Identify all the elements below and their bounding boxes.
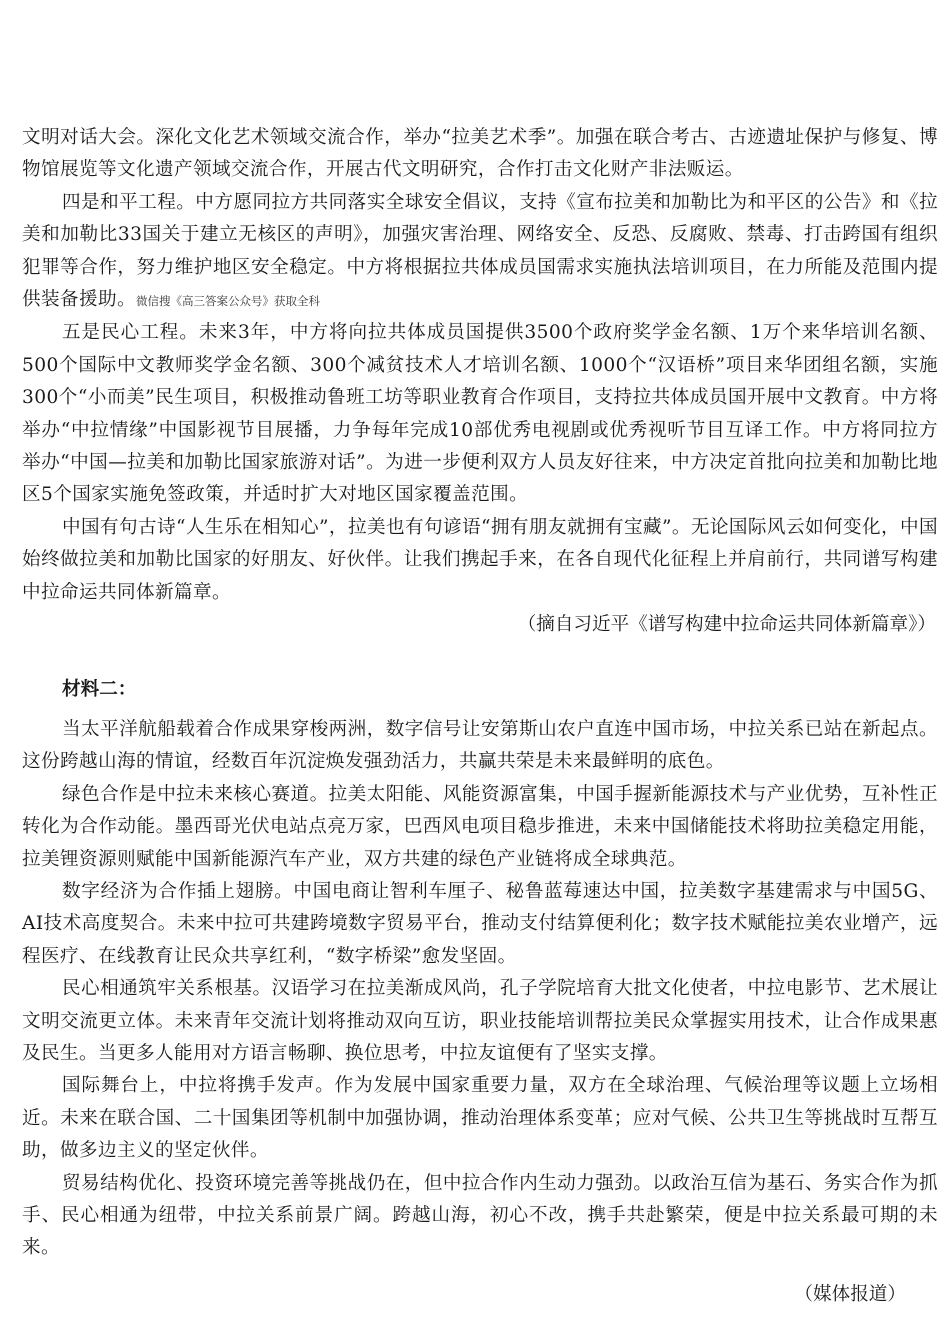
paragraph-new-starting-point: 当太平洋航船载着合作成果穿梭两洲，数字信号让安第斯山农户直连中国市场，中拉关系已站在新起点。这份跨越山海的情谊，经数百年沉淀焕发强劲活力，共赢共荣是未来最鲜明的底色。 (22, 718, 938, 773)
paragraph-closing-poem: 中国有句古诗“人生乐在相知心”，拉美也有句谚语“拥有朋友就拥有宝藏”。无论国际风云如何变化，中国始终做拉美和加勒比国家的好朋友、好伙伴。让我们携起手来，在各自现代化征程上并肩前行，共同谱写构建中拉命运共同体新篇章。 (22, 516, 938, 603)
paragraph-people-connectivity: 民心相通筑牢关系根基。汉语学习在拉美渐成风尚，孔子学院培育大批文化使者，中拉电影节、艺术展让文明交流更立体。未来青年交流计划将推动双向互访，职业技能培训帮拉美民众掌握实用技术，让合作成果惠及民生。当更多人能用对方语言畅聊、换位思考，中拉友谊便有了坚实支撑。 (22, 978, 938, 1064)
paragraph-digital-economy: 数字经济为合作插上翅膀。中国电商让智利车厘子、秘鲁蓝莓速达中国，拉美数字基建需求与中国5G、AI技术高度契合。未来中拉可共建跨境数字贸易平台，推动支付结算便利化；数字技术赋能拉美农业增产，远程医疗、在线教育让民众共享红利，“数字桥梁”愈发坚固。 (22, 880, 938, 967)
paragraph-peace-project (22, 187, 938, 318)
paragraph-international-stage: 国际舞台上，中拉将携手发声。作为发展中国家重要力量，双方在全球治理、气候治理等议题上立场相近。未来在联合国、二十国集团等机制中加强协调，推动治理体系变革；应对气候、公共卫生等挑战时互帮互助，做多边主义的坚定伙伴。 (22, 1075, 938, 1162)
document-page (22, 122, 938, 1311)
paragraph-future-prospects: 贸易结构优化、投资环境完善等挑战仍在，但中拉合作内生动力强劲。以政治互信为基石、务实合作为抓手、民心相通为纽带，中拉关系前景广阔。跨越山海，初心不改，携手共赴繁荣，便是中拉关系最可期的未来。 (22, 1172, 938, 1259)
paragraph-people-project: 五是民心工程。未来3年，中方将向拉共体成员国提供3500个政府奖学金名额、1万个来华培训名额、500个国际中文教师奖学金名额、300个减贫技术人才培训名额、1000个“汉语桥”项目来华团组名额，实施300个“小而美”民生项目，积极推动鲁班工坊等职业教育合作项目，支持拉共体成员国开展中文教育。中方将举办“中拉情缘”中国影视节目展播，力争每年完成10部优秀电视剧或优秀视听节目互译工作。中方将同拉方举办“中国—拉美和加勒比国家旅游对话”。为进一步便利双方人员友好往来，中方决定首批向拉美和加勒比地区5个国家实施免签政策，并适时扩大对地区国家覆盖范围。 (22, 322, 938, 506)
paragraph-cultural-exchange: 文明对话大会。深化文化艺术领域交流合作，举办“拉美艺术季”。加强在联合考古、古迹遗址保护与修复、博物馆展览等文化遗产领域交流合作，开展古代文明研究，合作打击文化财产非法贩运。 (22, 127, 938, 181)
watermark-note: 微信搜《高三答案公众号》获取全科 (135, 294, 320, 309)
source-citation-one: （摘自习近平《谱写构建中拉命运共同体新篇章》） (517, 614, 936, 636)
paragraph-peace-project-text: 四是和平工程。中方愿同拉方共同落实全球安全倡议，支持《宣布拉美和加勒比为和平区的公告》和《拉美和加勒比33国关于建立无核区的声明》，加强灾害治理、网络安全、反恐、反腐败、禁毒、打击跨国有组织犯罪等合作，努力维护地区安全稳定。中方将根据拉共体成员国需求实施执法培训项目，在力所能及范围内提供装备援助。 (22, 191, 938, 311)
paragraph-green-cooperation: 绿色合作是中拉未来核心赛道。拉美太阳能、风能资源富集，中国手握新能源技术与产业优势，互补性正转化为合作动能。墨西哥光伏电站点亮万家，巴西风电项目稳步推进，未来中国储能技术将助拉美稳定用能，拉美锂资源则赋能中国新能源汽车产业，双方共建的绿色产业链将成全球典范。 (22, 783, 938, 870)
source-citation-two: （媒体报道） (794, 1283, 906, 1305)
material-two-body (22, 714, 938, 1265)
material-two-heading: 材料二： (62, 678, 137, 700)
